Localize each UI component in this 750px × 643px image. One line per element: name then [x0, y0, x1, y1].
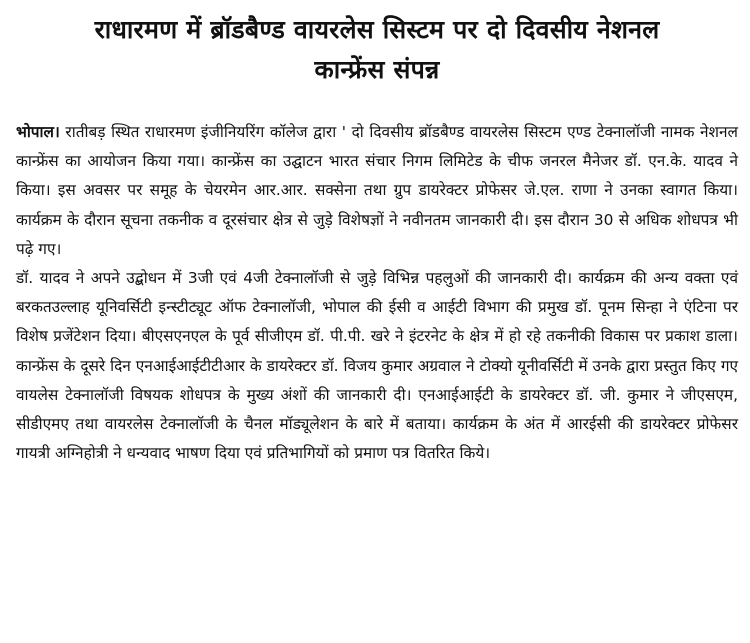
paragraph-1 [16, 118, 738, 264]
article-body [16, 118, 738, 468]
headline-line-2: कान्फ्रेंस संपन्न [314, 55, 440, 84]
article-headline [16, 10, 738, 90]
paragraph-2: डॉ. यादव ने अपने उद्बोधन में 3जी एवं 4जी टेक्नालॉजी से जुड़े विभिन्न पहलुओं की जानकारी दी। कार्यक्रम की अन्य वक्ता एवं बरकतउल्लाह यूनिवर्सिटी इन्स्टीट्यूट ऑफ टेक्नालॉजी, भोपाल की ईसी व आईटी विभाग की प्रमुख डॉ. पूनम सिन्हा ने एंटिना पर विशेष प्रजेंटेशन दिया। बीएसएनएल के पूर्व सीजीएम डॉ. पी.पी. खरे ने इंटरनेट के क्षेत्र में हो रहे तकनीकी विकास पर प्रकाश डाला। कान्फ्रेंस के दूसरे दिन एनआईआईटीटीआर के डायरेक्टर डॉ. विजय कुमार अग्रवाल ने टोक्यो यूनीवर्सिटी में उनके द्वारा प्रस्तुत किए गए वायलेस टेक्नालॉजी विषयक शोधपत्र के मुख्य अंशों की जानकारी दी। एनआईआईटी के डायरेक्टर डॉ. जी. कुमार ने जीएसएम, सीडीएमए तथा वायरलेस टेक्नालॉजी के चैनल मॉड्यूलेशन के बारे में बताया। कार्यक्रम के अंत में आरईसी की डायरेक्टर प्रोफेसर गायत्री अग्निहोत्री ने धन्यवाद भाषण दिया एवं प्रतिभागियों को प्रमाण पत्र वितरित किये। [16, 269, 738, 463]
dateline: भोपाल। [16, 123, 60, 141]
headline-line-1: राधारमण में ब्रॉडबैण्ड वायरलेस सिस्टम पर दो दिवसीय नेशनल [94, 15, 660, 44]
paragraph-1-text: रातीबड़ स्थित राधारमण इंजीनियरिंग कॉलेज द्वारा ' दो दिवसीय ब्रॉडबैण्ड वायरलेस सिस्टम एण्ड टेक्नालॉजी नामक नेशनल कान्फ्रेंस का आयोजन किया गया। कान्फ्रेंस का उद्घाटन भारत संचार निगम लिमिटेड के चीफ जनरल मैनेजर डॉ. एन.के. यादव ने किया। इस अवसर पर समूह के चेयरमेन आर.आर. सक्सेना तथा ग्रुप डायरेक्टर प्रोफेसर जे.एल. राणा ने उनका स्वागत किया। कार्यक्रम के दौरान सूचना तकनीक व दूरसंचार क्षेत्र से जुड़े विशेषज्ञों ने नवीनतम जानकारी दी। इस दौरान 30 से अधिक शोधपत्र भी पढ़े गए। [16, 123, 738, 258]
